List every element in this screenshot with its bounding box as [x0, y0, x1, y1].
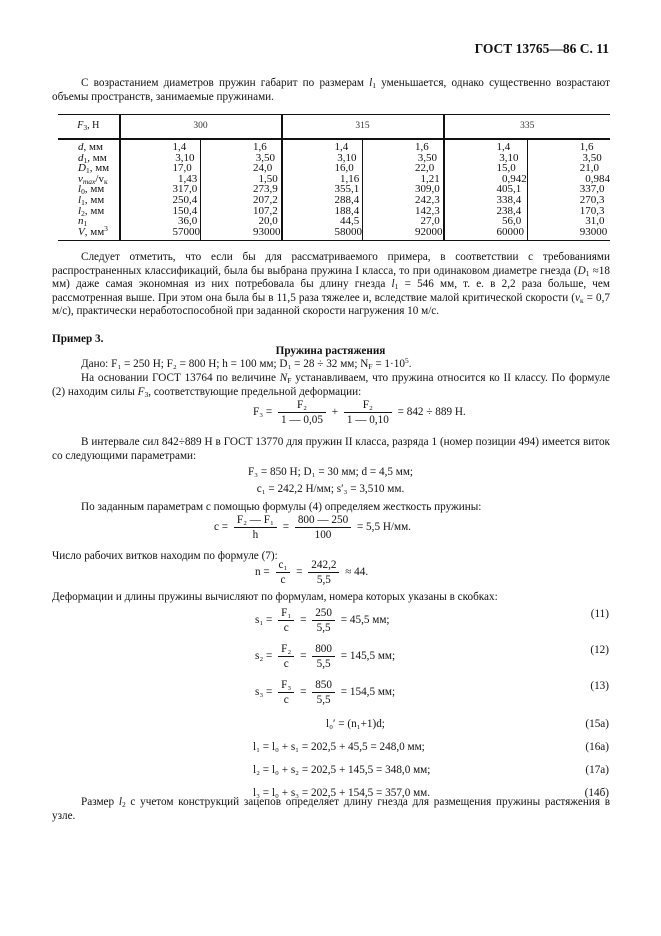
example-subheading: Пружина растяжения	[275, 345, 386, 357]
spring-parameters-table	[58, 114, 610, 241]
table-column	[201, 139, 282, 241]
table-cell: 22,0	[415, 162, 435, 175]
table-cell: 3,50	[415, 151, 437, 164]
table-cell: 24,0	[253, 162, 273, 175]
stiffness-equation: c = $\frac{\text{F₂ — F₁}}{h}$ = $\frac{800 — 250}{100}$ = 5,5 Н/мм.	[214, 514, 411, 541]
turns-equation: n = $\frac{\text{c₁}}{c}$ = $\frac{242,2}{5,5}$ ≈ 44.	[255, 559, 369, 586]
table-cell: 405,1	[496, 183, 522, 196]
table-cell: 170,3	[579, 204, 605, 217]
table-cell: 16,0	[334, 162, 354, 175]
table-cell: 56,0	[496, 215, 522, 228]
table-cell: 60000	[496, 225, 524, 238]
table-cell: 1,43	[172, 172, 198, 185]
deflection-equation: s₃ = $\frac{\text{F₃}}{c}$ = $\frac{850}{5,5}$ = 154,5 мм;	[255, 679, 396, 706]
table-cell: 1,16	[334, 172, 360, 185]
table-cell: 1,4	[334, 141, 349, 153]
table-column	[282, 139, 363, 241]
table-cell: 31,0	[579, 215, 605, 228]
table-cell: 36,0	[172, 215, 198, 228]
row-label: $l_0$, мм	[78, 183, 105, 197]
table-cell: 242,3	[415, 193, 440, 206]
table-cell: 150,4	[172, 204, 198, 217]
deflection-equation: s₁ = $\frac{\text{F₁}}{c}$ = $\frac{250}{5,5}$ = 45,5 мм;	[255, 607, 390, 634]
deflection-equation: s₂ = $\frac{\text{F₂}}{c}$ = $\frac{800}{5,5}$ = 145,5 мм;	[255, 643, 396, 670]
table-cell: 207,2	[253, 193, 278, 206]
note-paragraph: Следует отметить, что если бы для рассматриваемого примера, в соответствии с требованиями распространенных классификаций, была бы выбрана пружина I класса, то при одинаковом диаметре гнезда ($D_1 \approx 18$ мм) даже самая экономная из них потребовала бы длину гнезда $l_1 = 546$ мм, т. е. в 2,2 раза больше, чем рассмотренная выше. При этом она была бы в 11,5 раза тяжелее и, вследствие малой критической скорости ($v_к = 0,7$ м/с), практически неработоспособной при заданной скорости нагружения 10 м/с.	[52, 251, 611, 318]
group-header: 335	[444, 115, 611, 140]
table-cell: 3,50	[579, 151, 602, 164]
row-label: d, мм	[78, 141, 103, 153]
given-line: Дано: F₁ = 250 Н; F₂ = 800 Н; h = 100 мм; D₁ = 28 ÷ 32 мм; $N_F = 1\cdot 10^5$.	[81, 356, 412, 371]
page-header: ГОСТ 13765—86 С. 11	[474, 41, 609, 56]
table-cell: 44,5	[334, 215, 360, 228]
table-cell: 3,50	[253, 151, 275, 164]
table-cell: 27,0	[415, 215, 440, 228]
length-equation: l₀′ = (n₁+1)d;	[326, 718, 385, 730]
basis-paragraph: На основании ГОСТ 13764 по величине $N_F$ устанавливаем, что пружина относится ко II классу. По формуле (2) находим силы $F_3$, соответствующие предельной деформации:	[52, 372, 610, 399]
table-cell: 288,4	[334, 193, 360, 206]
params-line-1: F₃ = 850 Н; D₁ = 30 мм; d = 4,5 мм;	[247, 466, 414, 478]
table-cell: 3,10	[334, 151, 357, 164]
row-label: $v_{max}/v_к$	[78, 172, 108, 186]
table-cell: 317,0	[172, 183, 198, 196]
table-cell: 1,6	[253, 141, 267, 153]
table-cell: 273,9	[253, 183, 278, 196]
params-line-2: c₁ = 242,2 Н/мм; s′₃ = 3,510 мм.	[256, 483, 405, 495]
deform-text: Деформации и длины пружины вычисляют по формулам, номера которых указаны в скобках:	[52, 591, 498, 603]
row-label: $n_1$	[78, 215, 88, 229]
row-label: V, $мм^3$	[78, 223, 108, 238]
equation-number: (13)	[590, 680, 609, 692]
table-cell: 250,4	[172, 193, 198, 206]
table-cell: 337,0	[579, 183, 605, 196]
table-cell: 93000	[579, 225, 608, 238]
table-cell: 1,6	[415, 141, 429, 153]
table-cell: 17,0	[172, 162, 192, 175]
table-cell: 58000	[334, 225, 362, 238]
table-cell: 188,4	[334, 204, 360, 217]
table-cell: 107,2	[253, 204, 278, 217]
turns-text: Число рабочих витков находим по формуле (7):	[52, 550, 278, 562]
intro-paragraph: С возрастанием диаметров пружин габарит по размерам $l_1$ уменьшается, однако существенно возрастают объемы пространств, занимаемые пружинами.	[52, 77, 610, 103]
equation-number: (16а)	[585, 741, 609, 753]
table-cell: 238,4	[496, 204, 522, 217]
table-column	[120, 139, 201, 241]
table-cell: 142,3	[415, 204, 440, 217]
stiffness-text: По заданным параметрам с помощью формулы (4) определяем жесткость пружины:	[81, 501, 482, 513]
header-label: $F_3$, Н	[58, 115, 120, 140]
table-column	[444, 139, 528, 241]
table-cell: 3,10	[172, 151, 195, 164]
equation-number: (15а)	[585, 718, 609, 730]
equation-number: (17а)	[585, 764, 609, 776]
group-header: 315	[282, 115, 444, 140]
table-cell: 1,4	[172, 141, 187, 153]
table-cell: 92000	[415, 225, 443, 238]
table-column	[363, 139, 444, 241]
group-header: 300	[120, 115, 282, 140]
length-equation: l₁ = l₀ + s₁ = 202,5 + 45,5 = 248,0 мм;	[253, 741, 425, 753]
table-cell: 3,10	[496, 151, 519, 164]
row-labels	[58, 139, 120, 241]
table-cell: 93000	[253, 225, 281, 238]
equation-number: (12)	[590, 644, 609, 656]
equation-number: (11)	[590, 608, 609, 620]
equation-number: (14б)	[584, 787, 609, 799]
table-cell: 1,21	[415, 172, 440, 185]
table-cell: 0,942	[496, 172, 527, 185]
f3-equation: F₃ = $\frac{\text{F₂}}{1 — 0,05}$ + $\frac{\text{F₂}}{1 — 0,10}$ = 842 ÷ 889 Н.	[253, 399, 466, 426]
row-label: $l_2$, мм	[78, 204, 105, 218]
row-label: $D_1$, мм	[78, 162, 110, 176]
final-paragraph: Размер $l_2$ с учетом конструкций зацепов определяет длину гнезда для размещения пружины растяжения в узле.	[52, 796, 610, 822]
example-heading: Пример 3.	[52, 333, 104, 345]
length-equation: l₃ = l₀ + s₃ = 202,5 + 154,5 = 357,0 мм.	[253, 787, 431, 799]
table-cell: 21,0	[579, 162, 599, 175]
length-equation: l₂ = l₀ + s₂ = 202,5 + 145,5 = 348,0 мм;	[253, 764, 431, 776]
table-column	[527, 139, 610, 241]
table-cell: 1,50	[253, 172, 278, 185]
table-cell: 0,984	[579, 172, 610, 185]
table-cell: 1,4	[496, 141, 511, 153]
table-header-row	[58, 115, 610, 140]
table-cell: 20,0	[253, 215, 278, 228]
row-label: $l_1$, мм	[78, 193, 105, 207]
table-cell: 15,0	[496, 162, 516, 175]
interval-paragraph: В интервале сил 842÷889 Н в ГОСТ 13770 для пружин II класса, разряда 1 (номер позиции 494) имеется виток со следующими параметрами:	[52, 436, 610, 462]
row-label: $d_1$, мм	[78, 151, 107, 165]
table-cell: 270,3	[579, 193, 605, 206]
table-cell: 1,6	[579, 141, 594, 153]
table-body-row	[58, 139, 610, 241]
table-cell: 309,0	[415, 183, 440, 196]
table-cell: 57000	[172, 225, 200, 238]
table-cell: 338,4	[496, 193, 522, 206]
table-cell: 355,1	[334, 183, 360, 196]
